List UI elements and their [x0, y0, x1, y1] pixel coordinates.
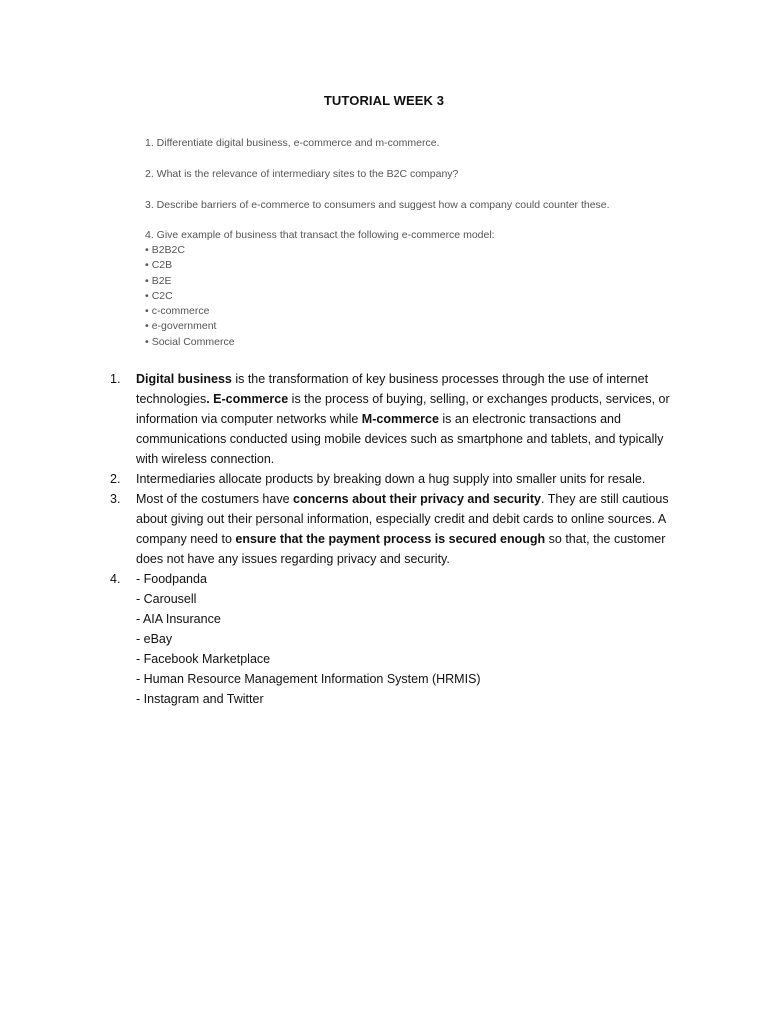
- question-4: 4. Give example of business that transact the following e-commerce model:: [145, 229, 495, 241]
- answer-4: [110, 569, 670, 709]
- term-secure-payment: ensure that the payment process is secured enough: [235, 532, 546, 546]
- example-item: - AIA Insurance: [136, 609, 670, 629]
- term-m-commerce: M-commerce: [361, 412, 439, 426]
- answer-2: [110, 469, 670, 489]
- model-item: • e-government: [145, 319, 235, 334]
- example-item: - Carousell: [136, 589, 670, 609]
- model-item: • Social Commerce: [145, 335, 235, 350]
- answer-text-part: is the transformation of key business processes through the use of internet technologies: [136, 372, 649, 406]
- question-1: 1. Differentiate digital business, e-commerce and m-commerce.: [145, 137, 440, 149]
- answers-list: [110, 369, 670, 709]
- example-item: - eBay: [136, 629, 670, 649]
- page-title: TUTORIAL WEEK 3: [323, 93, 445, 108]
- model-list: [145, 243, 235, 350]
- example-item: - Instagram and Twitter: [136, 689, 670, 709]
- question-3: 3. Describe barriers of e-commerce to consumers and suggest how a company could counter these.: [145, 199, 610, 211]
- answer-number: 2.: [110, 472, 121, 486]
- example-item: - Facebook Marketplace: [136, 649, 670, 669]
- question-2: 2. What is the relevance of intermediary sites to the B2C company?: [145, 168, 459, 180]
- answer-number: 1.: [110, 372, 121, 386]
- answer-text-part: is an electronic transactions and communications conducted using mobile devices such as smartphone and tablets, and typically with wireless connection.: [136, 412, 664, 466]
- answer-3-text: [136, 489, 670, 569]
- answer-1: [110, 369, 670, 469]
- model-item: • C2C: [145, 289, 235, 304]
- answer-text-part: Most of the costumers have: [136, 492, 294, 506]
- answer-number: 4.: [110, 572, 121, 586]
- answer-text-part: . They are still cautious about giving out their personal information, especially credit and debit cards to online sources. A company need to: [136, 492, 669, 546]
- term-digital-business: Digital business: [136, 372, 232, 386]
- model-item: • B2B2C: [145, 243, 235, 258]
- example-item: - Human Resource Management Information System (HRMIS): [136, 669, 670, 689]
- answer-number: 3.: [110, 492, 121, 506]
- term-e-commerce: . E-commerce: [206, 392, 289, 406]
- model-item: • C2B: [145, 258, 235, 273]
- model-item: • B2E: [145, 274, 235, 289]
- answer-text-part: is the process of buying, selling, or exchanges products, services, or information via computer networks while: [136, 392, 670, 426]
- answer-2-text: Intermediaries allocate products by breaking down a hug supply into smaller units for resale.: [136, 472, 646, 486]
- answer-text-part: so that, the customer does not have any issues regarding privacy and security.: [136, 532, 666, 566]
- example-list: [136, 569, 670, 709]
- answer-1-text: [136, 369, 670, 469]
- answer-3: [110, 489, 670, 569]
- example-item: - Foodpanda: [136, 569, 670, 589]
- term-privacy-security: concerns about their privacy and security: [293, 492, 542, 506]
- model-item: • c-commerce: [145, 304, 235, 319]
